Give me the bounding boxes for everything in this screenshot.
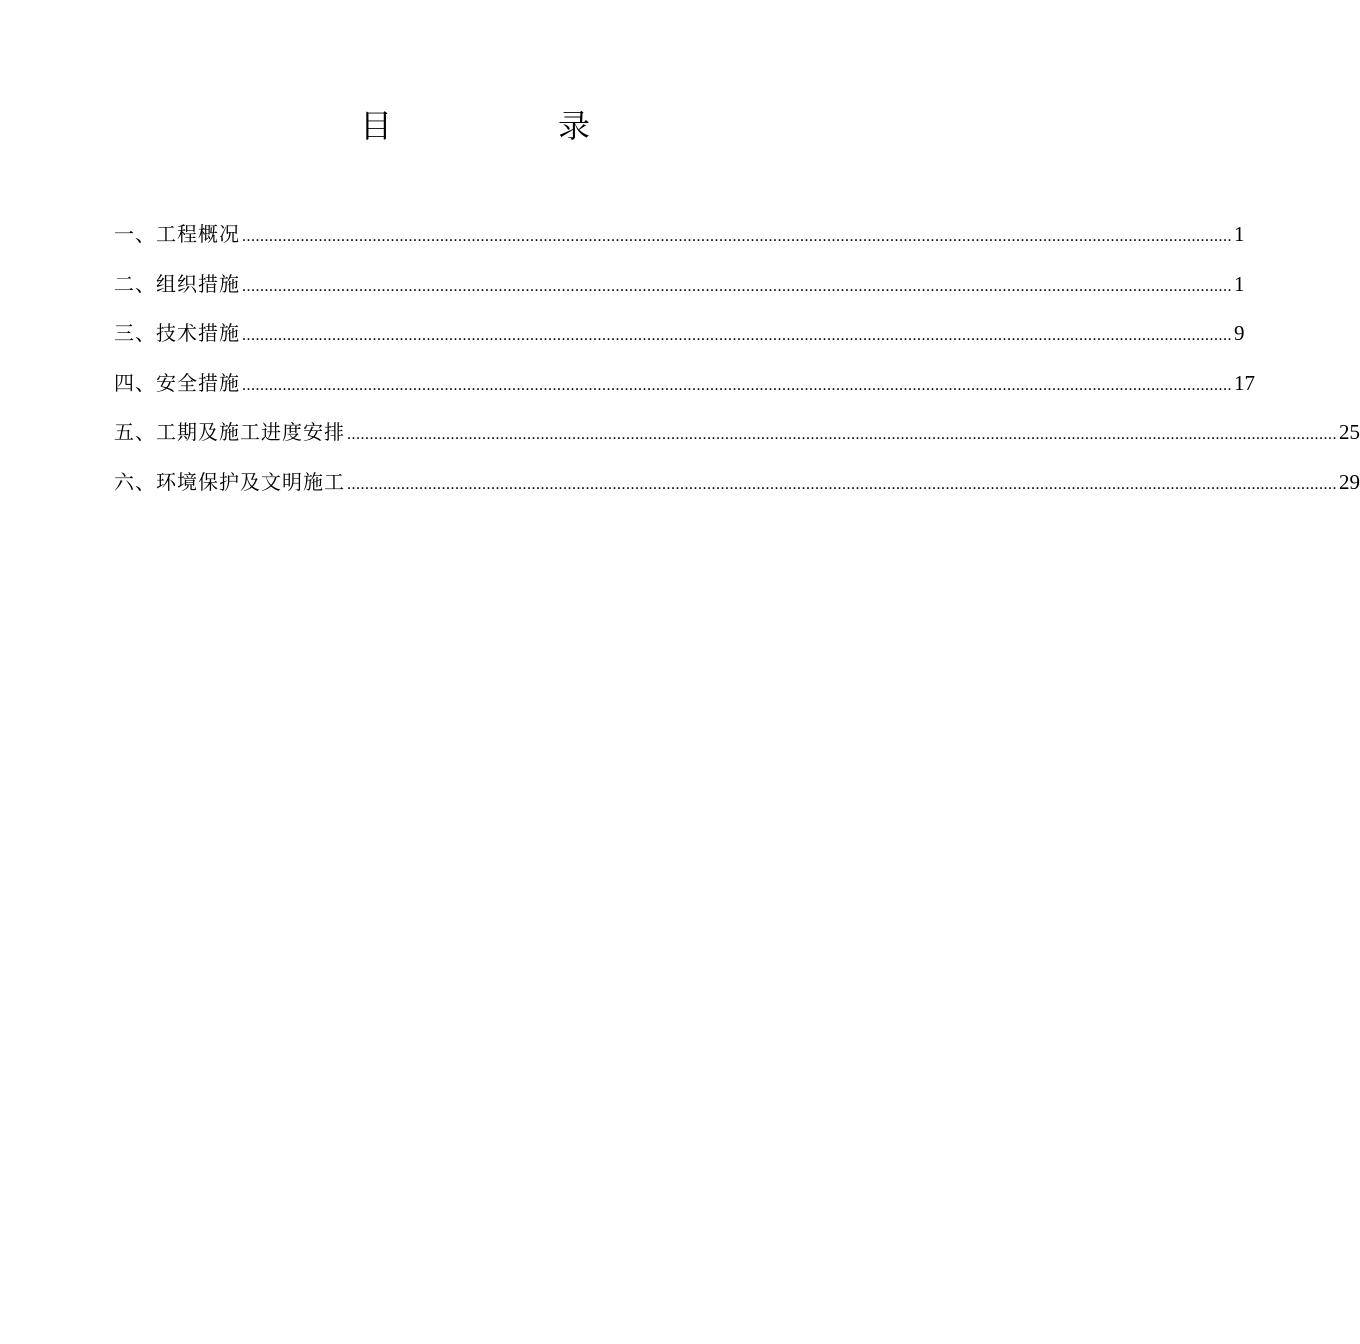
toc-page-number: 17: [1234, 370, 1255, 395]
toc-dot-leader: ............................................................................................................................................................................................................................: [242, 228, 1232, 245]
toc-page-number: 9: [1234, 321, 1245, 346]
toc-dot-leader: ............................................................................................................................................................................................................................: [242, 376, 1232, 394]
toc-entry-label: 二、组织措施: [114, 271, 240, 296]
toc-entry-label: 五、工期及施工进度安排: [114, 420, 345, 445]
toc-dot-leader: ............................................................................................................................................................................................................................: [242, 277, 1232, 295]
toc-entry-label: 四、安全措施: [114, 370, 240, 395]
toc-dot-leader: ............................................................................................................................................................................................................................: [347, 475, 1337, 493]
toc-entry-label: 一、工程概况: [114, 222, 240, 246]
toc-entry[interactable]: [114, 367, 1255, 417]
toc-entry[interactable]: [114, 416, 1360, 466]
toc-entry-label: 六、环境保护及文明施工: [114, 469, 345, 494]
toc-entry[interactable]: [114, 466, 1360, 516]
table-of-contents: [114, 218, 1360, 516]
toc-entry[interactable]: [114, 268, 1245, 318]
toc-dot-leader: ............................................................................................................................................................................................................................: [242, 327, 1232, 345]
toc-title: 目 录: [359, 107, 624, 145]
toc-entry[interactable]: [114, 218, 1245, 268]
toc-entry[interactable]: [114, 317, 1245, 367]
toc-page-number: 1: [1234, 222, 1245, 246]
toc-entry-label: 三、技术措施: [114, 321, 240, 346]
toc-page-number: 1: [1234, 271, 1245, 296]
toc-dot-leader: ............................................................................................................................................................................................................................: [347, 426, 1337, 444]
toc-page-number: 29: [1339, 469, 1360, 494]
toc-page-number: 25: [1339, 420, 1360, 445]
